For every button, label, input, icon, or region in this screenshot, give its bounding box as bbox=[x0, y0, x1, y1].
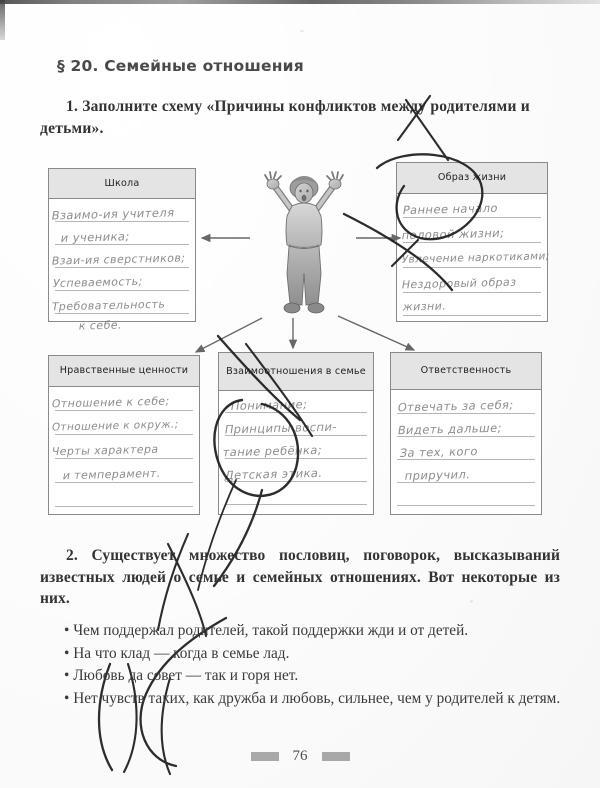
handwriting-line: Требовательность bbox=[50, 297, 167, 314]
handwriting-line: Успеваемость; bbox=[51, 274, 144, 291]
footer-ornament-left bbox=[251, 752, 279, 761]
scheme-box-family-relations-body bbox=[219, 353, 373, 514]
page-footer bbox=[0, 748, 600, 765]
list-item: • На что клад — когда в семье лад. bbox=[40, 643, 562, 665]
scheme-box-responsibility-title: Ответственность bbox=[391, 353, 541, 390]
handwriting-line: Черты характера bbox=[50, 442, 160, 459]
scheme-box-lifestyle-title: Образ жизни bbox=[397, 163, 547, 194]
handwriting-line: Отвечать за себя; bbox=[396, 397, 515, 415]
handwriting-line: Нездоровый образ bbox=[400, 275, 518, 292]
handwriting-line: Видеть дальше; bbox=[396, 420, 504, 438]
scan-speck bbox=[300, 30, 304, 32]
handwriting-line: жизни. bbox=[401, 299, 448, 314]
task-2-instruction: 2. Существует множество пословиц, поговорок, высказываний известных людей о семье и семейных отношениях. Вот некоторые из них. bbox=[40, 547, 560, 607]
scheme-box-moral-values bbox=[48, 355, 200, 515]
task-1-instruction: 1. Заполните схему «Причины конфликтов между родителями и детьми». bbox=[40, 98, 530, 137]
page-number: 76 bbox=[292, 748, 308, 764]
handwriting-line: Принципы воспи- bbox=[223, 419, 339, 437]
handwriting-line: Отношение к себе; bbox=[50, 394, 171, 411]
handwriting-line: к себе. bbox=[77, 318, 124, 333]
handwriting-line: Увлечение наркотиками; bbox=[400, 250, 551, 266]
handwriting-line: Детская этика. bbox=[223, 465, 324, 483]
handwriting-line: и темперамент. bbox=[61, 466, 162, 483]
handwriting-line: и ученика; bbox=[59, 229, 132, 245]
arrow-to-moral-values bbox=[196, 318, 262, 352]
scheme-box-family-relations bbox=[218, 352, 374, 515]
scheme-box-family-relations-title: Взаимоотношения в семье bbox=[219, 353, 373, 391]
handwriting-line: Отношение к окруж.; bbox=[50, 418, 180, 434]
section-title: § 20. Семейные отношения bbox=[57, 57, 304, 75]
scheme-box-lifestyle-body bbox=[397, 163, 551, 321]
handwriting-line: За тех, кого bbox=[398, 444, 480, 460]
handwriting-line: Взаимо-ия учителя bbox=[50, 205, 176, 223]
proverb-list bbox=[40, 620, 562, 710]
scheme-box-lifestyle bbox=[396, 162, 551, 322]
handwriting-line: Понимание; bbox=[229, 397, 309, 413]
scheme-box-moral-values-title: Нравственные ценности bbox=[49, 356, 199, 387]
handwriting-line: Раннее начало bbox=[401, 200, 500, 218]
scheme-box-responsibility-body bbox=[391, 353, 541, 514]
list-item: • Любовь да совет — так и горя нет. bbox=[40, 665, 562, 687]
list-item: • Нет чувств таких, как дружба и любовь, сильнее, чем у родителей к детям. bbox=[40, 688, 562, 710]
person-with-raised-arms-illustration bbox=[258, 168, 350, 318]
scheme-box-school-title: Школа bbox=[49, 169, 195, 199]
scheme-box-school bbox=[48, 168, 196, 333]
handwriting-line: Взаи-ия сверстников; bbox=[50, 251, 187, 268]
scan-edge-left bbox=[0, 0, 5, 40]
scheme-box-school-body bbox=[49, 169, 195, 333]
list-item: • Чем поддержал родителей, такой поддержки жди и от детей. bbox=[40, 620, 562, 642]
handwriting-line: половой жизни; bbox=[400, 225, 506, 243]
scheme-box-responsibility bbox=[390, 352, 542, 515]
scan-edge-top bbox=[0, 0, 600, 4]
footer-ornament-right bbox=[322, 752, 350, 761]
handwriting-line: тание ребёнка; bbox=[221, 442, 324, 460]
handwriting-line: приручил. bbox=[403, 467, 472, 483]
scheme-box-moral-values-body bbox=[49, 356, 199, 514]
